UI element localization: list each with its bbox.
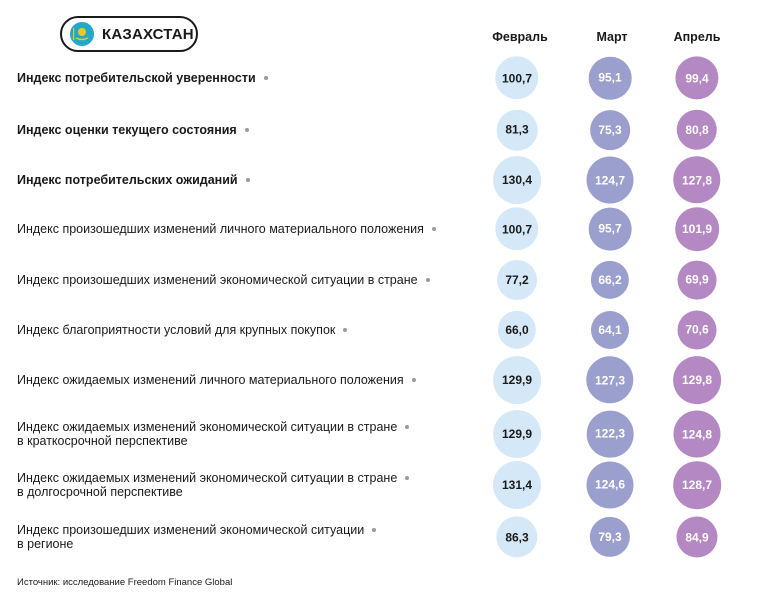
leader-dot — [405, 476, 409, 480]
row-label-line: Индекс потребительской уверенности — [17, 71, 256, 85]
leader-dot — [405, 425, 409, 429]
leader-dot — [432, 227, 436, 231]
row-label-line: Индекс ожидаемых изменений экономической ситуации в стране — [17, 471, 398, 485]
leader-dot — [246, 178, 250, 182]
row-label — [17, 523, 376, 551]
value-bubble-apr: 129,8 — [673, 356, 721, 404]
value-bubble-mar: 95,7 — [589, 208, 632, 251]
row-label — [17, 373, 416, 387]
value-bubble-apr: 69,9 — [678, 261, 717, 300]
value-bubble-feb: 129,9 — [493, 356, 541, 404]
country-name: КАЗАХСТАН — [102, 25, 194, 43]
column-header-apr: Апрель — [673, 30, 721, 44]
leader-dot — [412, 378, 416, 382]
value-bubble-apr: 101,9 — [675, 207, 719, 251]
row-label-line: Индекс ожидаемых изменений экономической ситуации в стране — [17, 420, 398, 434]
country-badge — [60, 16, 198, 52]
value-bubble-feb: 130,4 — [493, 156, 541, 204]
row-label — [17, 273, 430, 287]
value-bubble-apr: 127,8 — [673, 156, 720, 203]
value-bubble-mar: 66,2 — [591, 261, 629, 299]
row-label-line: в регионе — [17, 537, 74, 551]
value-bubble-mar: 124,6 — [587, 462, 634, 509]
row-label — [17, 471, 409, 499]
column-header-feb: Февраль — [492, 30, 548, 44]
value-bubble-mar: 79,3 — [590, 517, 630, 557]
row-label-line: Индекс произошедших изменений экономической ситуации в стране — [17, 273, 418, 287]
value-bubble-mar: 95,1 — [589, 57, 632, 100]
row-label-line: Индекс потребительских ожиданий — [17, 173, 238, 187]
value-bubble-feb: 66,0 — [498, 311, 536, 349]
row-label-line: Индекс ожидаемых изменений личного материального положения — [17, 373, 404, 387]
value-bubble-feb: 81,3 — [497, 110, 538, 151]
value-bubble-apr: 128,7 — [673, 461, 721, 509]
value-bubble-apr: 99,4 — [675, 56, 718, 99]
row-label — [17, 420, 409, 448]
row-label — [17, 222, 436, 236]
row-label-line: в краткосрочной перспективе — [17, 434, 188, 448]
value-bubble-apr: 80,8 — [677, 110, 717, 150]
leader-dot — [426, 278, 430, 282]
row-label-line: Индекс оценки текущего состояния — [17, 123, 237, 137]
value-bubble-feb: 77,2 — [497, 260, 537, 300]
value-bubble-mar: 127,3 — [586, 356, 633, 403]
value-bubble-feb: 86,3 — [496, 516, 537, 557]
leader-dot — [264, 76, 268, 80]
row-label — [17, 123, 249, 137]
kazakhstan-flag-icon — [70, 22, 94, 46]
value-bubble-feb: 100,7 — [495, 207, 538, 250]
value-bubble-mar: 122,3 — [587, 411, 634, 458]
value-bubble-mar: 64,1 — [591, 311, 629, 349]
source-note: Источник: исследование Freedom Finance Global — [17, 577, 233, 588]
value-bubble-mar: 124,7 — [587, 157, 634, 204]
row-label — [17, 71, 268, 85]
row-label-line: Индекс благоприятности условий для крупных покупок — [17, 323, 336, 337]
row-label-line: в долгосрочной перспективе — [17, 485, 183, 499]
value-bubble-apr: 124,8 — [673, 410, 720, 457]
value-bubble-apr: 84,9 — [676, 516, 717, 557]
row-label-line: Индекс произошедших изменений личного материального положения — [17, 222, 424, 236]
row-label — [17, 323, 347, 337]
row-label — [17, 173, 250, 187]
value-bubble-feb: 131,4 — [493, 461, 541, 509]
value-bubble-apr: 70,6 — [678, 311, 717, 350]
column-header-mar: Март — [596, 30, 628, 44]
value-bubble-feb: 129,9 — [493, 410, 541, 458]
value-bubble-feb: 100,7 — [495, 56, 538, 99]
leader-dot — [343, 328, 347, 332]
value-bubble-mar: 75,3 — [590, 110, 630, 150]
leader-dot — [372, 528, 376, 532]
row-label-line: Индекс произошедших изменений экономической ситуации — [17, 523, 365, 537]
leader-dot — [245, 128, 249, 132]
